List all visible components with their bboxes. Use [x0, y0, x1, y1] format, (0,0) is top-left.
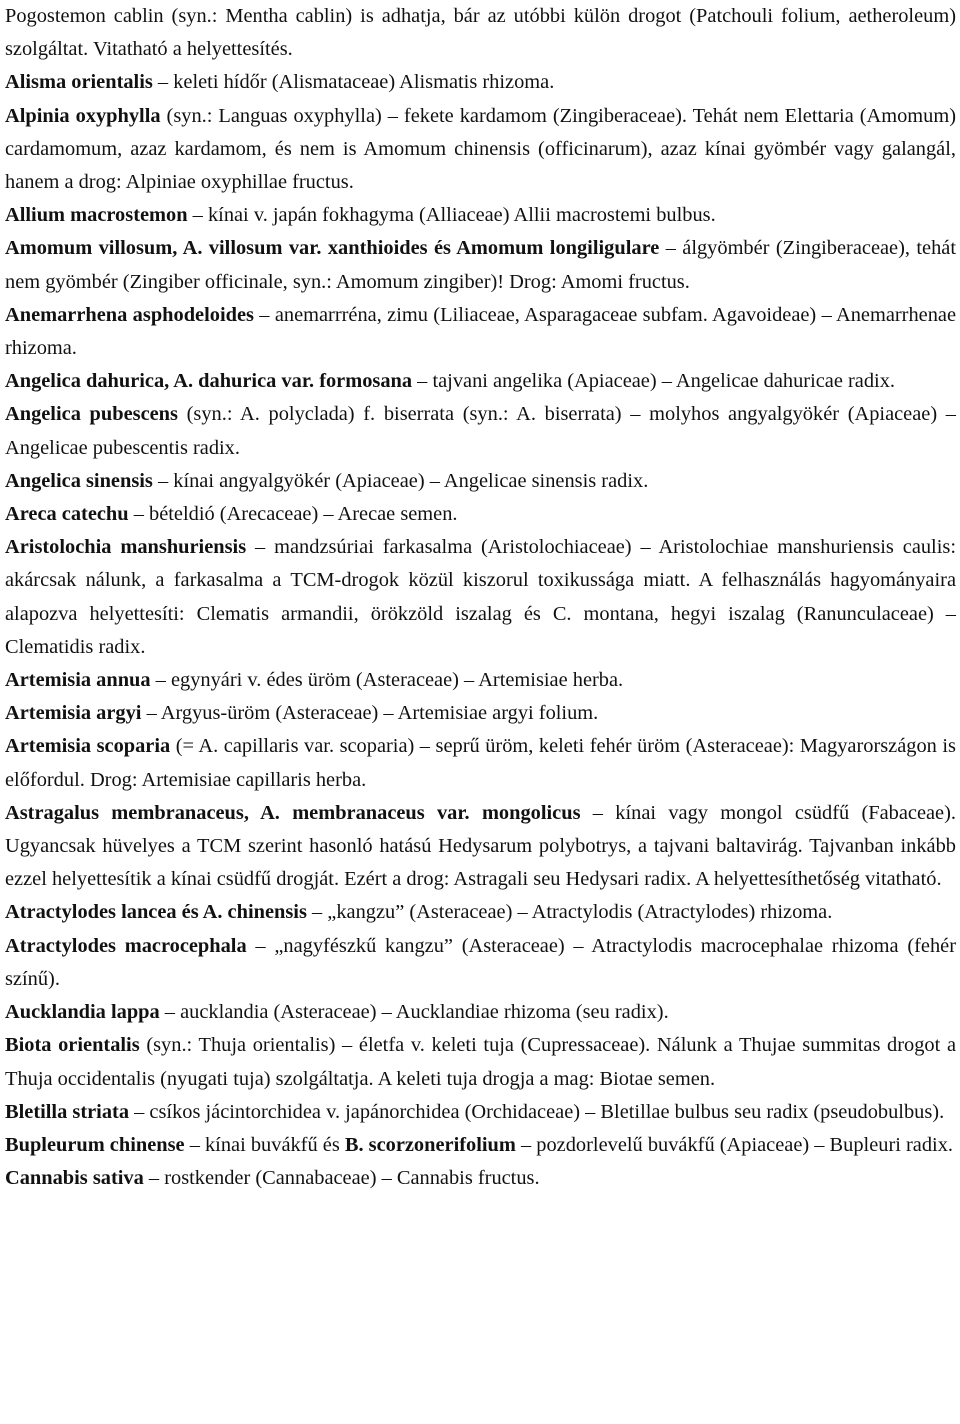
entry-text: – anemarrréna, zimu (Liliaceae, Asparagaceae subfam. Agavoideae) – Anemarrhenae rhizoma. — [5, 303, 956, 360]
entry-text: – Argyus-üröm (Asteraceae) – Artemisiae argyi folium. — [141, 702, 599, 725]
entry-text: – tajvani angelika (Apiaceae) – Angelicae dahuricae radix. — [412, 370, 895, 393]
text-entry — [5, 100, 956, 200]
entry-text: – keleti hídőr (Alismataceae) Alismatis rhizoma. — [152, 71, 555, 94]
species-name: B. scorzonerifolium — [344, 1133, 516, 1156]
text-entry — [5, 465, 956, 498]
text-entry — [5, 1029, 956, 1095]
species-name: Anemarrhena asphodeloides — [5, 303, 254, 326]
text-entry — [5, 1162, 956, 1195]
entry-text: – aucklandia (Asteraceae) – Aucklandiae rhizoma (seu radix). — [159, 1001, 669, 1024]
text-entry — [5, 896, 956, 929]
species-name: Artemisia scoparia — [5, 735, 171, 758]
text-entry — [5, 531, 956, 664]
entry-text: – egynyári v. édes üröm (Asteraceae) – Artemisiae herba. — [150, 669, 624, 692]
species-name: Areca catechu — [5, 503, 129, 526]
text-entry — [5, 299, 956, 365]
species-name: Cannabis sativa — [5, 1167, 144, 1190]
entry-text: (syn.: Languas oxyphylla) – fekete kardamom (Zingiberaceae). Tehát nem Elettaria (Amomum) cardamomum, azaz kardamom, és nem is Amomum chinensis (officinarum), azaz kínai gyömbér vagy galangál, hanem a drog: Alpiniae oxyphillae fructus. — [5, 104, 956, 194]
species-name: Artemisia argyi — [5, 702, 142, 725]
species-name: Aristolochia manshuriensis — [5, 536, 247, 559]
species-name: Amomum villosum, A. villosum var. xanthioides és Amomum longiligulare — [5, 237, 660, 260]
entry-text: – mandzsúriai farkasalma (Aristolochiaceae) – Aristolochiae manshuriensis caulis: akárcsak nálunk, a farkasalma a TCM-drogok közül kiszorul toxikussága miatt. A felhasználás hagyományaira alapozva helyettesíti: Clematis armandii, örökzöld iszalag és C. montana, hegyi iszalag (Ranunculaceae) – Clematidis radix. — [5, 536, 956, 658]
text-entry — [5, 66, 956, 99]
entry-text: (= A. capillaris var. scoparia) – seprű üröm, keleti fehér üröm (Asteraceae): Magyarországon is előfordul. Drog: Artemisiae capillaris herba. — [5, 735, 956, 791]
text-entry — [5, 664, 956, 697]
species-name: Biota orientalis — [5, 1034, 140, 1057]
species-name: Bupleurum chinense — [5, 1133, 185, 1156]
entry-text: – „nagyfészkű kangzu” (Asteraceae) – Atractylodis macrocephalae rhizoma (fehér színű). — [5, 934, 956, 990]
entry-text: Pogostemon cablin (syn.: Mentha cablin) is adhatja, bár az utóbbi külön drogot (Patchouli folium, aetheroleum) szolgáltat. Vitatható a helyettesítés. — [5, 5, 956, 61]
species-name: Atractylodes macrocephala — [5, 934, 247, 957]
species-name: Artemisia annua — [5, 669, 151, 692]
entry-text: – „kangzu” (Asteraceae) – Atractylodis (Atractylodes) rhizoma. — [306, 901, 833, 924]
species-name: Angelica dahurica, A. dahurica var. formosana — [5, 370, 413, 393]
text-entry — [5, 365, 956, 398]
species-name: Atractylodes lancea és A. chinensis — [5, 901, 307, 924]
text-entry — [5, 1129, 956, 1162]
text-entry — [5, 930, 956, 996]
species-name: Aucklandia lappa — [5, 1001, 160, 1024]
entry-text: – kínai angyalgyökér (Apiaceae) – Angelicae sinensis radix. — [152, 469, 649, 492]
species-name: Alpinia oxyphylla — [5, 104, 161, 127]
entry-text: – álgyömbér (Zingiberaceae), tehát nem gyömbér (Zingiber officinale, syn.: Amomum zingiber)! Drog: Amomi fructus. — [5, 237, 956, 293]
species-name: Astragalus membranaceus, A. membranaceus var. mongolicus — [5, 801, 581, 824]
text-entry — [5, 232, 956, 298]
text-entry — [5, 697, 956, 730]
entry-text: – csíkos jácintorchidea v. japánorchidea (Orchidaceae) – Bletillae bulbus seu radix (pseudobulbus). — [129, 1100, 945, 1123]
species-name: Allium macrostemon — [5, 204, 188, 227]
species-name: Angelica sinensis — [5, 469, 153, 492]
text-entry — [5, 0, 956, 66]
entry-text: – pozdorlevelű buvákfű (Apiaceae) – Bupleuri radix. — [515, 1133, 953, 1156]
text-entry — [5, 199, 956, 232]
entry-text: – kínai v. japán fokhagyma (Alliaceae) Allii macrostemi bulbus. — [187, 204, 716, 227]
text-entry — [5, 730, 956, 796]
species-name: Bletilla striata — [5, 1100, 130, 1123]
text-entry — [5, 498, 956, 531]
species-name: Alisma orientalis — [5, 71, 153, 94]
text-entry — [5, 1096, 956, 1129]
entry-text: (syn.: A. polyclada) f. biserrata (syn.: A. biserrata) – molyhos angyalgyökér (Apiaceae) – Angelicae pubescentis radix. — [5, 403, 956, 459]
text-entry — [5, 398, 956, 464]
text-entry — [5, 797, 956, 897]
entry-text: – rostkender (Cannabaceae) – Cannabis fructus. — [143, 1167, 540, 1190]
entry-text: – kínai buvákfű és — [184, 1133, 345, 1156]
text-entry — [5, 996, 956, 1029]
entry-text: – bételdió (Arecaceae) – Arecae semen. — [128, 503, 458, 526]
entry-text: – kínai vagy mongol csüdfű (Fabaceae). Ugyancsak hüvelyes a TCM szerint hasonló hatású Hedysarum polybotrys, a tajvani baltavirág. Tajvanban inkább ezzel helyettesítik a kínai csüdfű drogját. Ezért a drog: Astragali seu Hedysari radix. A helyettesíthetőség vitatható. — [5, 801, 956, 891]
species-name: Angelica pubescens — [5, 403, 178, 426]
entry-text: (syn.: Thuja orientalis) – életfa v. keleti tuja (Cupressaceae). Nálunk a Thujae summitas drogot a Thuja occidentalis (nyugati tuja) szolgáltatja. A keleti tuja drogja a mag: Biotae semen. — [5, 1034, 956, 1090]
